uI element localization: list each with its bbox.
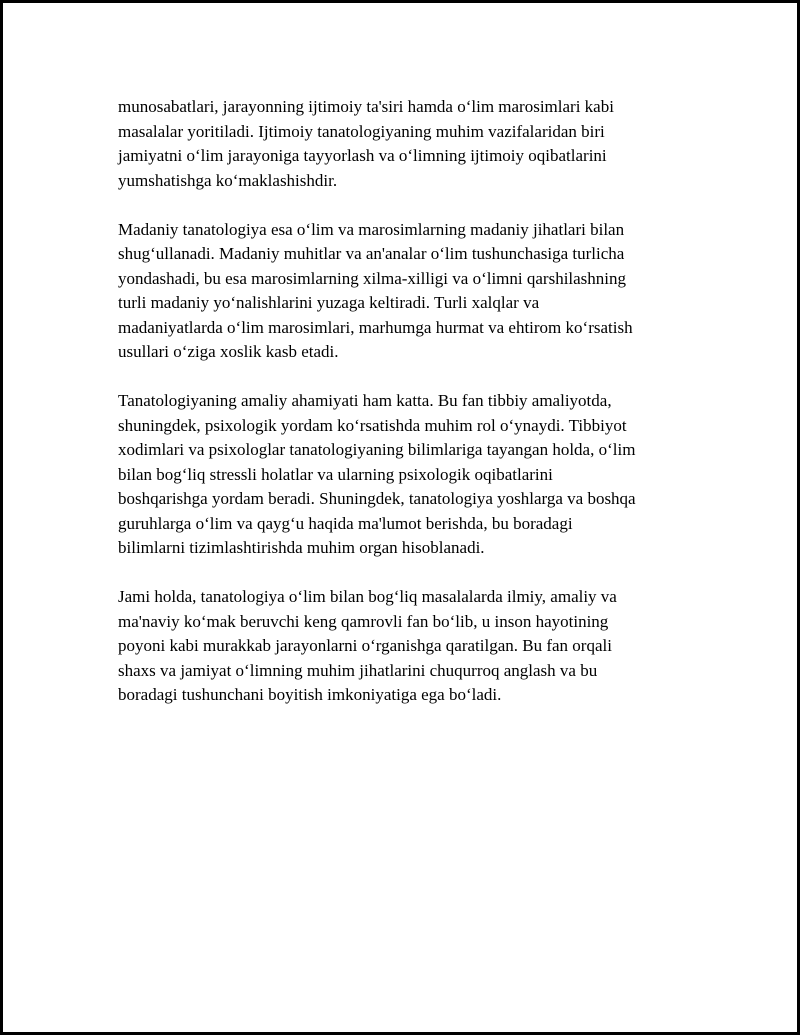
paragraph-4: Jami holda, tanatologiya o‘lim bilan bog‘liq masalalarda ilmiy, amaliy va ma'naviy ko‘mak beruvchi keng qamrovli fan bo‘lib, u inson hayotining poyoni kabi murakkab jarayonlarni o‘rganishga qaratilgan. Bu fan orqali shaxs va jamiyat o‘limning muhim jihatlarini chuqurroq anglash va bu boradagi tushunchani boyitish imkoniyatiga ega bo‘ladi. [118,587,617,704]
paragraph-1: munosabatlari, jarayonning ijtimoiy ta'siri hamda o‘lim marosimlari kabi masalalar yoritiladi. Ijtimoiy tanatologiyaning muhim vazifalaridan biri jamiyatni o‘lim jarayoniga tayyorlash va o‘limning ijtimoiy oqibatlarini yumshatishga ko‘maklashishdir. [118,97,614,190]
paragraph-2: Madaniy tanatologiya esa o‘lim va marosimlarning madaniy jihatlari bilan shug‘ullanadi. Madaniy muhitlar va an'analar o‘lim tushunchasiga turlicha yondashadi, bu esa marosimlarning xilma-xilligi va o‘limni qarshilashning turli madaniy yo‘nalishlarini yuzaga keltiradi. Turli xalqlar va madaniyatlarda o‘lim marosimlari, marhumga hurmat va ehtirom ko‘rsatish usullari o‘ziga xoslik kasb etadi. [118,219,633,361]
document-body [118,95,698,708]
paragraph-3: Tanatologiyaning amaliy ahamiyati ham katta. Bu fan tibbiy amaliyotda, shuningdek, psixologik yordam ko‘rsatishda muhim rol o‘ynaydi. Tibbiyot xodimlari va psixologlar tanatologiyaning bilimlariga tayangan holda, o‘lim bilan bog‘liq stressli holatlar va ularning psixologik oqibatlarini boshqarishga yordam beradi. Shuningdek, tanatologiya yoshlarga va boshqa guruhlarga o‘lim va qayg‘u haqida ma'lumot berishda, bu boradagi bilimlarni tizimlashtirishda muhim organ hisoblanadi. [118,391,636,557]
